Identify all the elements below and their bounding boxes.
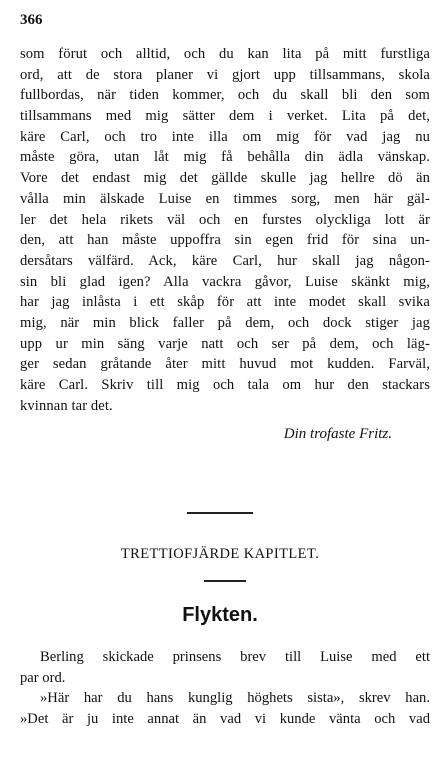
text-line: tillsammans med mig sätter dem i verket. Lita på det, [20,108,430,125]
letter-signature: Din trofaste Fritz. [283,426,392,442]
chapter-text [20,647,430,729]
text-line: »Här har du hans kunglig höghets sista», skrev han. [40,690,430,706]
text-line: den, att han måste uppoffra sin egen frid för sina un- [20,232,430,249]
chapter-heading: TRETTIOFJÄRDE KAPITLET. [120,546,320,562]
text-line: måste göra, utan låt mig få behålla din ädla vänskap. [20,149,430,166]
text-line: vålla min älskade Luise en timmes sorg, men här gäl- [20,190,430,207]
text-line: Vore det endast mig det gällde skulle jag hellre dö än [20,170,430,187]
text-line: ger sedan gråtande åter mitt huvud mot kudden. Farväl, [20,356,430,373]
text-line: ord, att de stora planer vi gjort upp tillsammans, skola [20,66,430,83]
text-line: Berling skickade prinsens brev till Luise med ett [40,649,430,665]
text-line: käre Carl. Skriv till mig och tala om hur den stackars [20,377,430,393]
letter-text [20,44,430,416]
text-line: par ord. [20,669,66,686]
section-divider [187,512,253,514]
heading-divider [204,580,246,582]
text-line: upp ur min säng varje natt och ser på dem, och läg- [20,335,430,352]
text-line: käre Carl, och tro inte illa om mig för vad jag nu [20,128,430,145]
text-line: »Det är ju inte annat än vad vi kunde vänta och vad [20,710,430,727]
page-number: 366 [20,12,43,28]
text-line: dersåtars välfärd. Ack, käre Carl, hur skall jag någon- [20,252,430,269]
text-line: kvinnan tar det. [20,397,113,414]
text-line: har jag inlåsta i ett skåp för att inte modet skall svika [20,294,430,311]
text-line: fullbordas, när tiden kommer, och du skall bli den som [20,87,430,104]
chapter-title: Flykten. [182,604,258,626]
text-line: sin bli glad igen? Alla vackra gåvor, Luise skänkt mig, [20,273,430,290]
text-line: mig, när min blick faller på dem, och dock stiger jag [20,314,430,331]
text-line: ler det hela rikets väl och en furstes olyckliga lott är [20,211,430,228]
text-line: som förut och alltid, och du kan lita på mitt furstliga [20,46,430,62]
